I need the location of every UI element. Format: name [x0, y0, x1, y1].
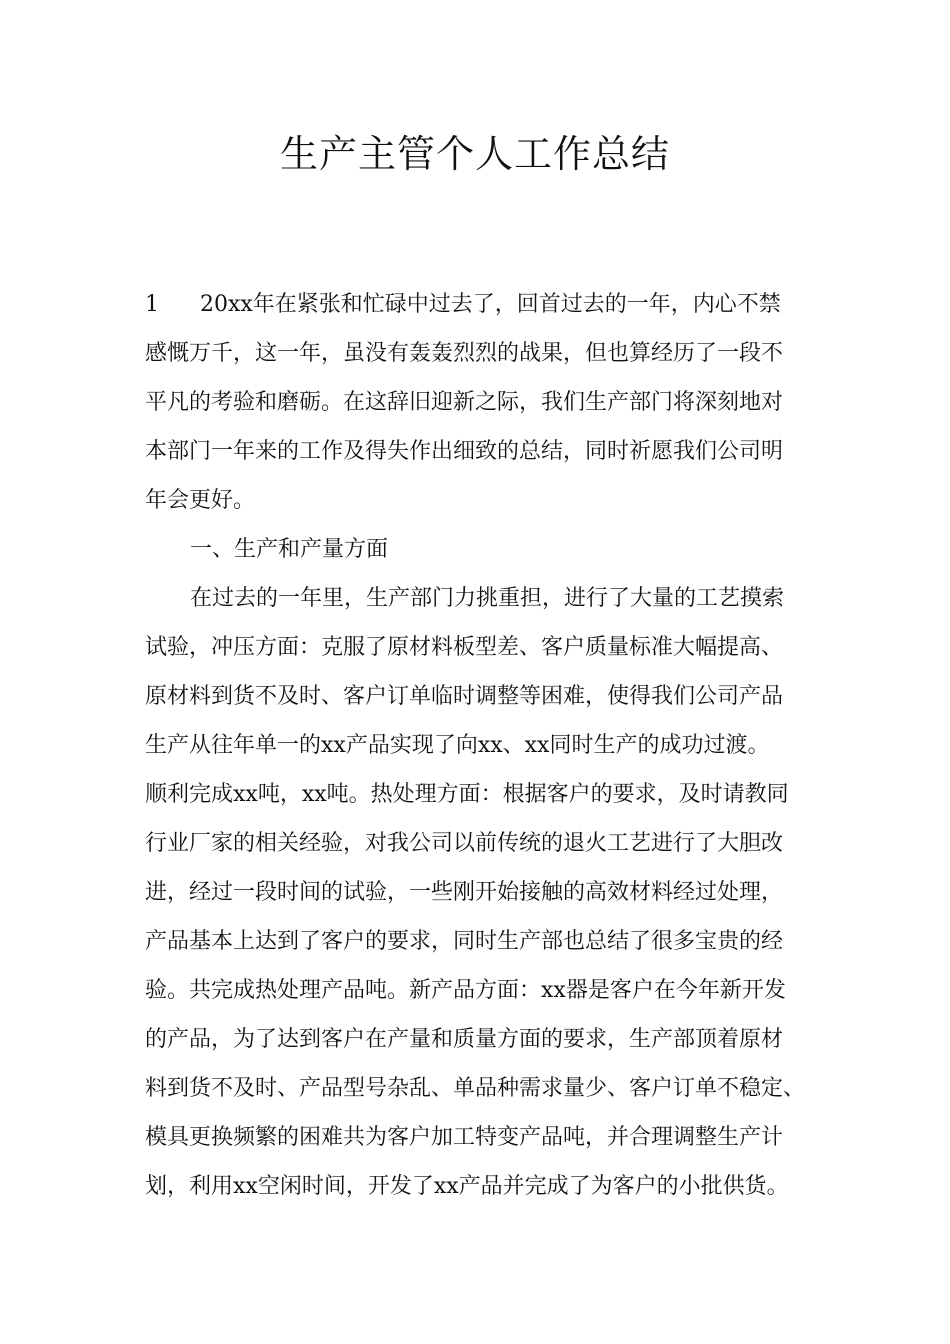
section-heading: 一、生产和产量方面	[190, 537, 389, 562]
paragraph-1-line-1	[145, 280, 825, 329]
paragraph-number: 1	[145, 292, 159, 317]
document-body	[145, 280, 825, 1211]
paragraph-3-line-6: 行业厂家的相关经验，对我公司以前传统的退火工艺进行了大胆改	[145, 831, 784, 856]
paragraph-1-line-2: 感慨万千，这一年，虽没有轰轰烈烈的战果，但也算经历了一段不	[145, 341, 784, 366]
paragraph-3-line-2: 试验，冲压方面：克服了原材料板型差、客户质量标准大幅提高、	[145, 635, 784, 660]
paragraph-3-line-10: 的产品，为了达到客户在产量和质量方面的要求，生产部顶着原材	[145, 1027, 784, 1052]
paragraph-3-line-4: 生产从往年单一的xx产品实现了向xx、xx同时生产的成功过渡。	[145, 733, 770, 758]
paragraph-3-line-5: 顺利完成xx吨，xx吨。热处理方面：根据客户的要求，及时请教同	[145, 782, 789, 807]
line-text: 20xx年在紧张和忙碌中过去了，回首过去的一年，内心不禁	[200, 292, 781, 317]
paragraph-3-line-8: 产品基本上达到了客户的要求，同时生产部也总结了很多宝贵的经	[145, 929, 784, 954]
paragraph-3-line-11: 料到货不及时、产品型号杂乱、单品种需求量少、客户订单不稳定、	[145, 1076, 806, 1101]
document-title: 生产主管个人工作总结	[279, 132, 670, 176]
paragraph-1-line-3: 平凡的考验和磨砺。在这辞旧迎新之际，我们生产部门将深刻地对	[145, 390, 784, 415]
paragraph-3-line-3: 原材料到货不及时、客户订单临时调整等困难，使得我们公司产品	[145, 684, 784, 709]
paragraph-1-line-5: 年会更好。	[145, 488, 256, 513]
paragraph-1-line-4: 本部门一年来的工作及得失作出细致的总结，同时祈愿我们公司明	[145, 439, 784, 464]
paragraph-3-line-12: 模具更换频繁的困难共为客户加工特变产品吨，并合理调整生产计	[145, 1125, 784, 1150]
paragraph-3-line-1: 在过去的一年里，生产部门力挑重担，进行了大量的工艺摸索	[190, 586, 785, 611]
paragraph-3-line-9: 验。共完成热处理产品吨。新产品方面：xx器是客户在今年新开发	[145, 978, 786, 1003]
paragraph-3-line-13: 划，利用xx空闲时间，开发了xx产品并完成了为客户的小批供货。	[145, 1174, 789, 1199]
paragraph-3-line-7: 进，经过一段时间的试验，一些刚开始接触的高效材料经过处理，	[145, 880, 784, 905]
